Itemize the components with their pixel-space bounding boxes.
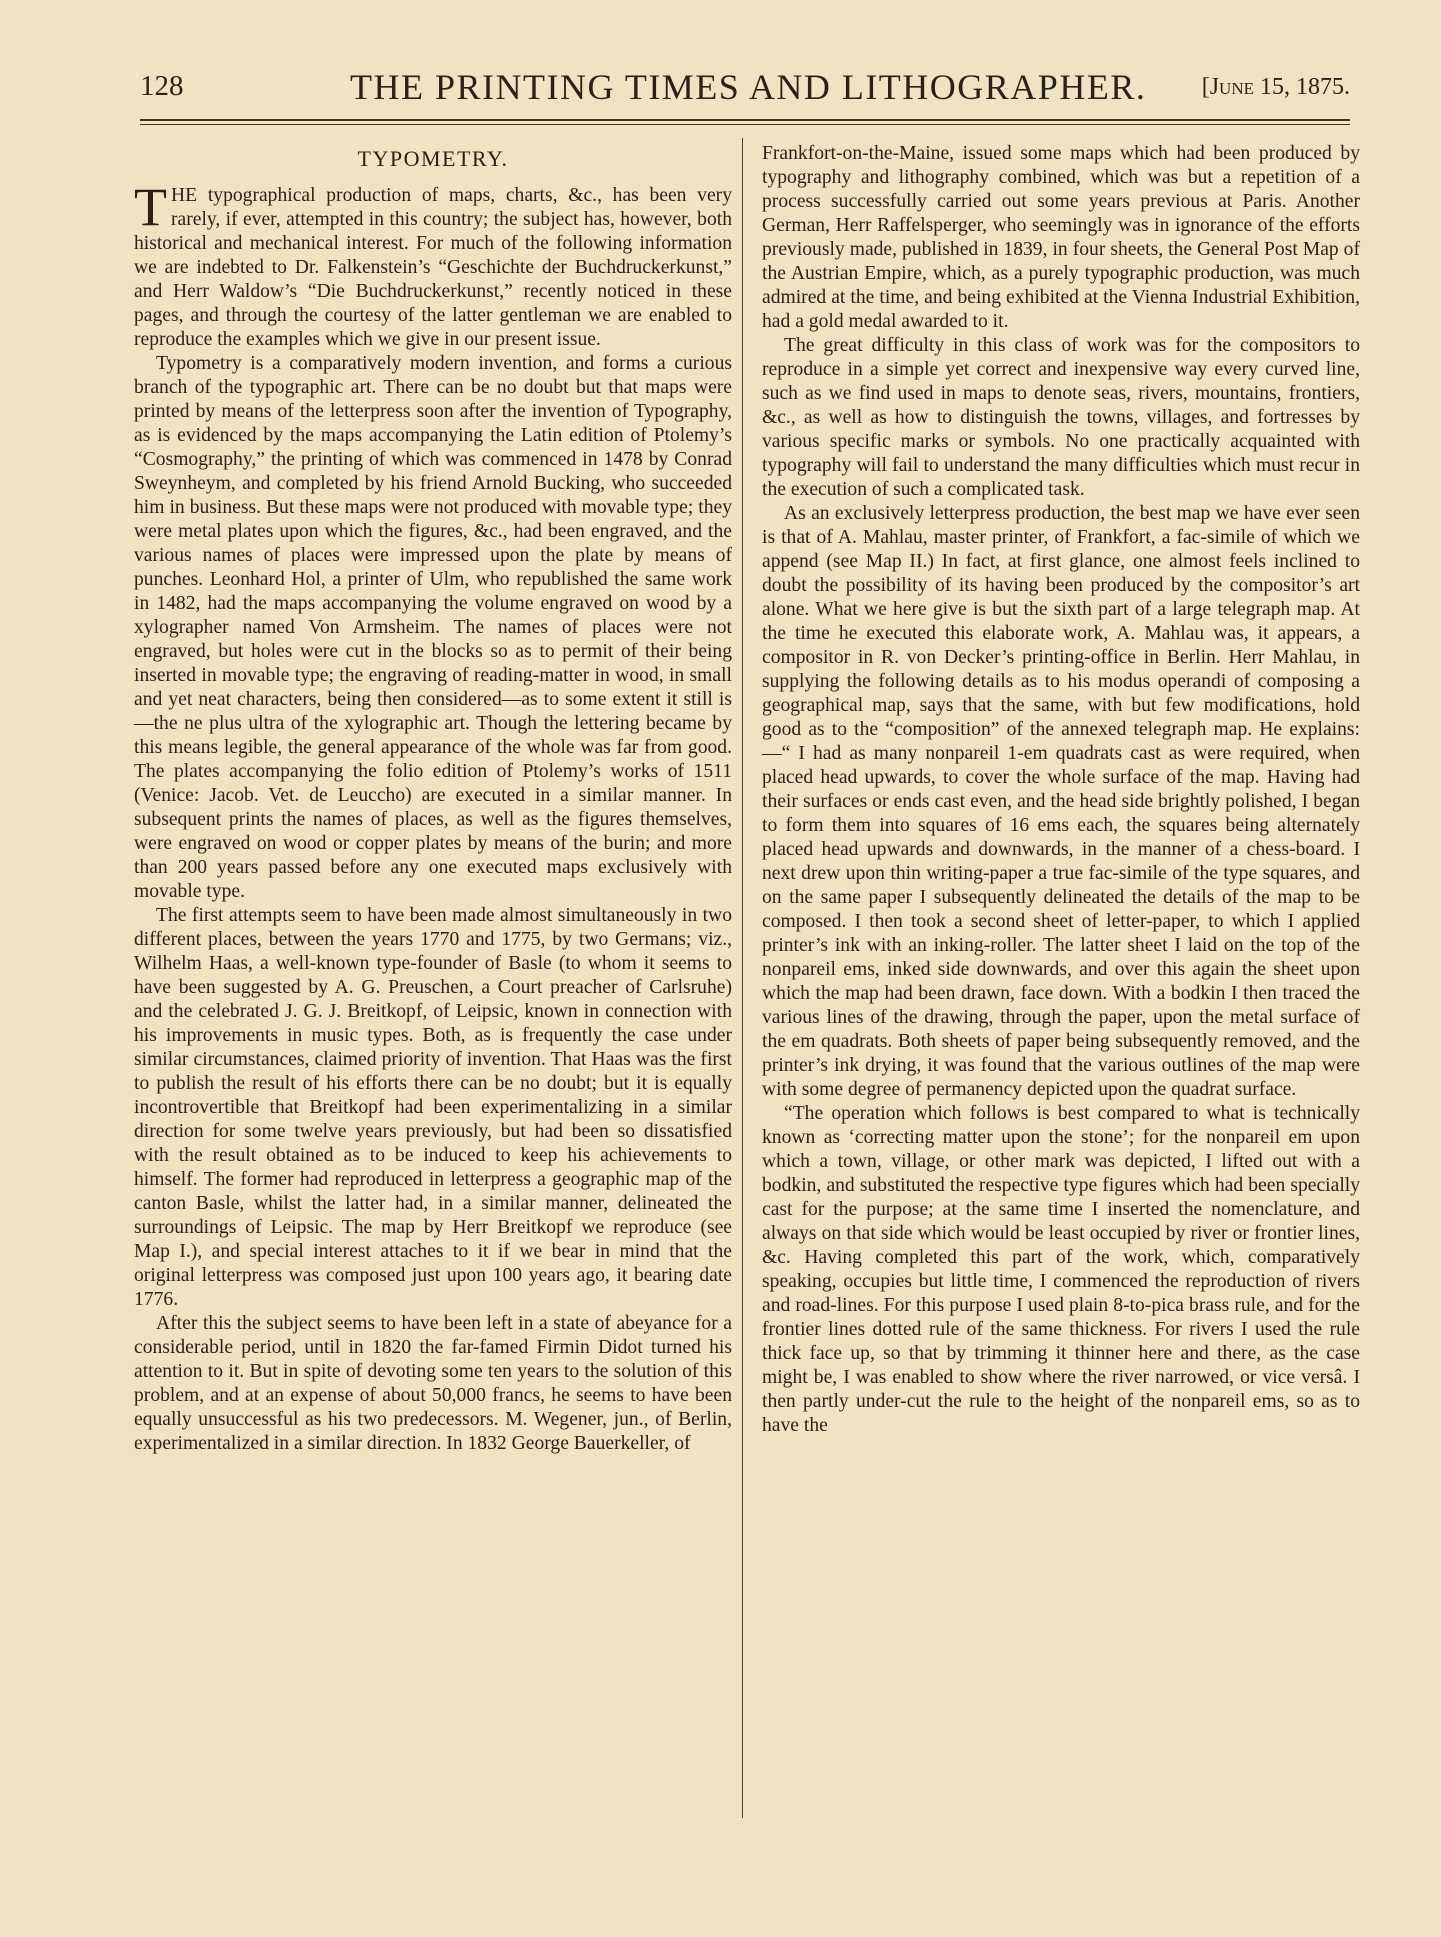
page-number: 128 xyxy=(140,70,184,102)
paragraph: The first attempts seem to have been made almost simultaneously in two different places, between the years 1770 and 1775, by two Germans; viz., Wilhelm Haas, a well-known type-founder of Basle (to whom it seems to have been suggested by A. G. Preuschen, a Court preacher of Carlsruhe) and the celebrated J. G. J. Breitkopf, of Leipsic, known in connection with his improvements in music types. Both, as is frequently the case under similar circumstances, claimed priority of invention. That Haas was the first to publish the result of his efforts there can be no doubt; but it is equally incontrovertible that Breitkopf had been experimentalizing in a similar direction for some twelve years previously, but had been so dissatisfied with the result obtained as to be induced to keep his achievements to himself. The former had reproduced in letterpress a geographic map of the canton Basle, whilst the latter had, in a similar manner, delineated the surroundings of Leipsic. The map by Herr Breitkopf we reproduce (see Map I.), and special interest attaches to it if we bear in mind that the original letterpress was composed just upon 100 years ago, it bearing date 1776. xyxy=(134,905,732,1310)
column-divider xyxy=(742,138,743,1818)
running-header xyxy=(140,66,1350,108)
paragraph xyxy=(134,177,732,352)
header-rule-bottom xyxy=(140,124,1350,125)
paragraph: Frankfort-on-the-Maine, issued some maps which had been produced by typography and lithography combined, which was but a repetition of a process successfully carried out some years previous at Paris. Another German, Herr Raffelsperger, who seemingly was in ignorance of the efforts previously made, published in 1839, in four sheets, the General Post Map of the Austrian Empire, which, as a purely typographic production, was much admired at the time, and being exhibited at the Vienna Industrial Exhibition, had a gold medal awarded to it. xyxy=(762,143,1360,332)
publication-title: THE PRINTING TIMES AND LITHOGRAPHER. xyxy=(350,67,1147,107)
paragraph: Typometry is a comparatively modern invention, and forms a curious branch of the typographic art. There can be no doubt but that maps were printed by means of the letterpress soon after the invention of Typography, as is evidenced by the maps accompanying the Latin edition of Ptolemy’s “Cosmography,” the printing of which was commenced in 1478 by Conrad Sweynheym, and completed by his friend Arnold Bucking, who succeeded him in business. But these maps were not produced with movable type; they were metal plates upon which the figures, &c., had been engraved, and the various names of places were impressed upon the plate by means of punches. Leonhard Hol, a printer of Ulm, who republished the same work in 1482, had the maps accompanying the volume engraved on wood by a xylographer named Von Armsheim. The names of places were not engraved, but holes were cut in the blocks so as to permit of their being inserted in movable type; the engraving of reading-matter in wood, in small and yet neat characters, being then considered—as to some extent it still is—the ne plus ultra of the xylographic art. Though the lettering became by this means legible, the general appearance of the whole was far from good. The plates accompanying the folio edition of Ptolemy’s works of 1511 (Venice: Jacob. Vet. de Leuccho) are executed in a similar manner. In subsequent prints the names of places, as well as the figures themselves, were engraved on wood or copper plates by means of the burin; and more than 200 years passed before any one executed maps exclusively with movable type. xyxy=(134,353,732,902)
left-column xyxy=(134,142,732,1456)
paragraph-text: typographical production of maps, charts, &c., has been very rarely, if ever, attempted in this country; the subject has, however, both historical and mechanical interest. For much of the following information we are indebted to Dr. Falkenstein’s “Geschichte der Buchdruckerkunst,” and Herr Waldow’s “Die Buchdruckerkunst,” recently noticed in these pages, and through the courtesy of the latter gentleman we are enabled to reproduce the examples which we give in our present issue. xyxy=(134,185,732,350)
lead-word: HE xyxy=(171,185,198,206)
right-column xyxy=(762,142,1360,1438)
article-title: TYPOMETRY. xyxy=(357,146,509,171)
paragraph: After this the subject seems to have been left in a state of abeyance for a considerable period, until in 1820 the far-famed Firmin Didot turned his attention to it. But in spite of devoting some ten years to the solution of this problem, and at an expense of about 50,000 francs, he seems to have been equally unsuccessful as his two predecessors. M. Wegener, jun., of Berlin, experimentalized in a similar direction. In 1832 George Bauerkeller, of xyxy=(134,1313,732,1454)
header-rule-top xyxy=(140,119,1350,121)
paragraph: As an exclusively letterpress production, the best map we have ever seen is that of A. Mahlau, master printer, of Frankfort, a fac-simile of which we append (see Map II.) In fact, at first glance, one almost feels inclined to doubt the possibility of its having been produced by the compositor’s art alone. What we here give is but the sixth part of a large telegraph map. At the time he executed this elaborate work, A. Mahlau was, it appears, a compositor in R. von Decker’s printing-office in Berlin. Herr Mahlau, in supplying the following details as to his modus operandi of composing a geographical map, says that the same, with but few modifications, hold good as to the “composition” of the annexed telegraph map. He explains:—“ I had as many nonpareil 1-em quadrats cast as were required, when placed head upwards, to cover the whole surface of the map. Having had their surfaces or ends cast even, and the head side brightly polished, I began to form them into squares of 16 ems each, the squares being alternately placed head upwards and downwards, in the manner of a chess-board. I next drew upon thin writing-paper a true fac-simile of the type squares, and on the same paper I subsequently delineated the details of the map to be composed. I then took a second sheet of letter-paper, to which I applied printer’s ink with an inking-roller. The latter sheet I laid on the top of the nonpareil ems, inked side downwards, and over this again the sheet upon which the map had been drawn, face down. With a bodkin I then traced the various lines of the drawing, through the paper, upon the metal surface of the em quadrats. Both sheets of paper being subsequently removed, and the printer’s ink drying, it was found that the various outlines of the map were with some degree of permanency depicted upon the quadrat surface. xyxy=(762,503,1360,1100)
paragraph: The great difficulty in this class of work was for the compositors to reproduce in a simple yet correct and inexpensive way every curved line, such as we find used in maps to denote seas, rivers, mountains, frontiers, &c., as well as how to distinguish the towns, villages, and fortresses by various specific marks or symbols. No one practically acquainted with typography will fail to understand the many difficulties which must recur in the execution of such a complicated task. xyxy=(762,335,1360,500)
paragraph: “The operation which follows is best compared to what is technically known as ‘correcting matter upon the stone’; for the nonpareil em upon which a town, village, or other mark was depicted, I lifted out with a bodkin, and substituted the respective type figures which had been specially cast for the purpose; at the same time I inserted the nomenclature, and always on that side which would be least occupied by river or frontier lines, &c. Having completed this part of the work, which, comparatively speaking, occupies but little time, I commenced the reproduction of rivers and road-lines. For this purpose I used plain 8-to-pica brass rule, and for the frontier lines dotted rule of the same thickness. For rivers I used the rule thick face up, so that by trimming it thinner here and there, as the case might be, I was enabled to show where the river narrowed, or vice versâ. I then partly under-cut the rule to the height of the nonpareil ems, so as to have the xyxy=(762,1103,1360,1436)
issue-date: [June 15, 1875. xyxy=(1201,74,1350,100)
drop-cap: T xyxy=(134,177,167,237)
